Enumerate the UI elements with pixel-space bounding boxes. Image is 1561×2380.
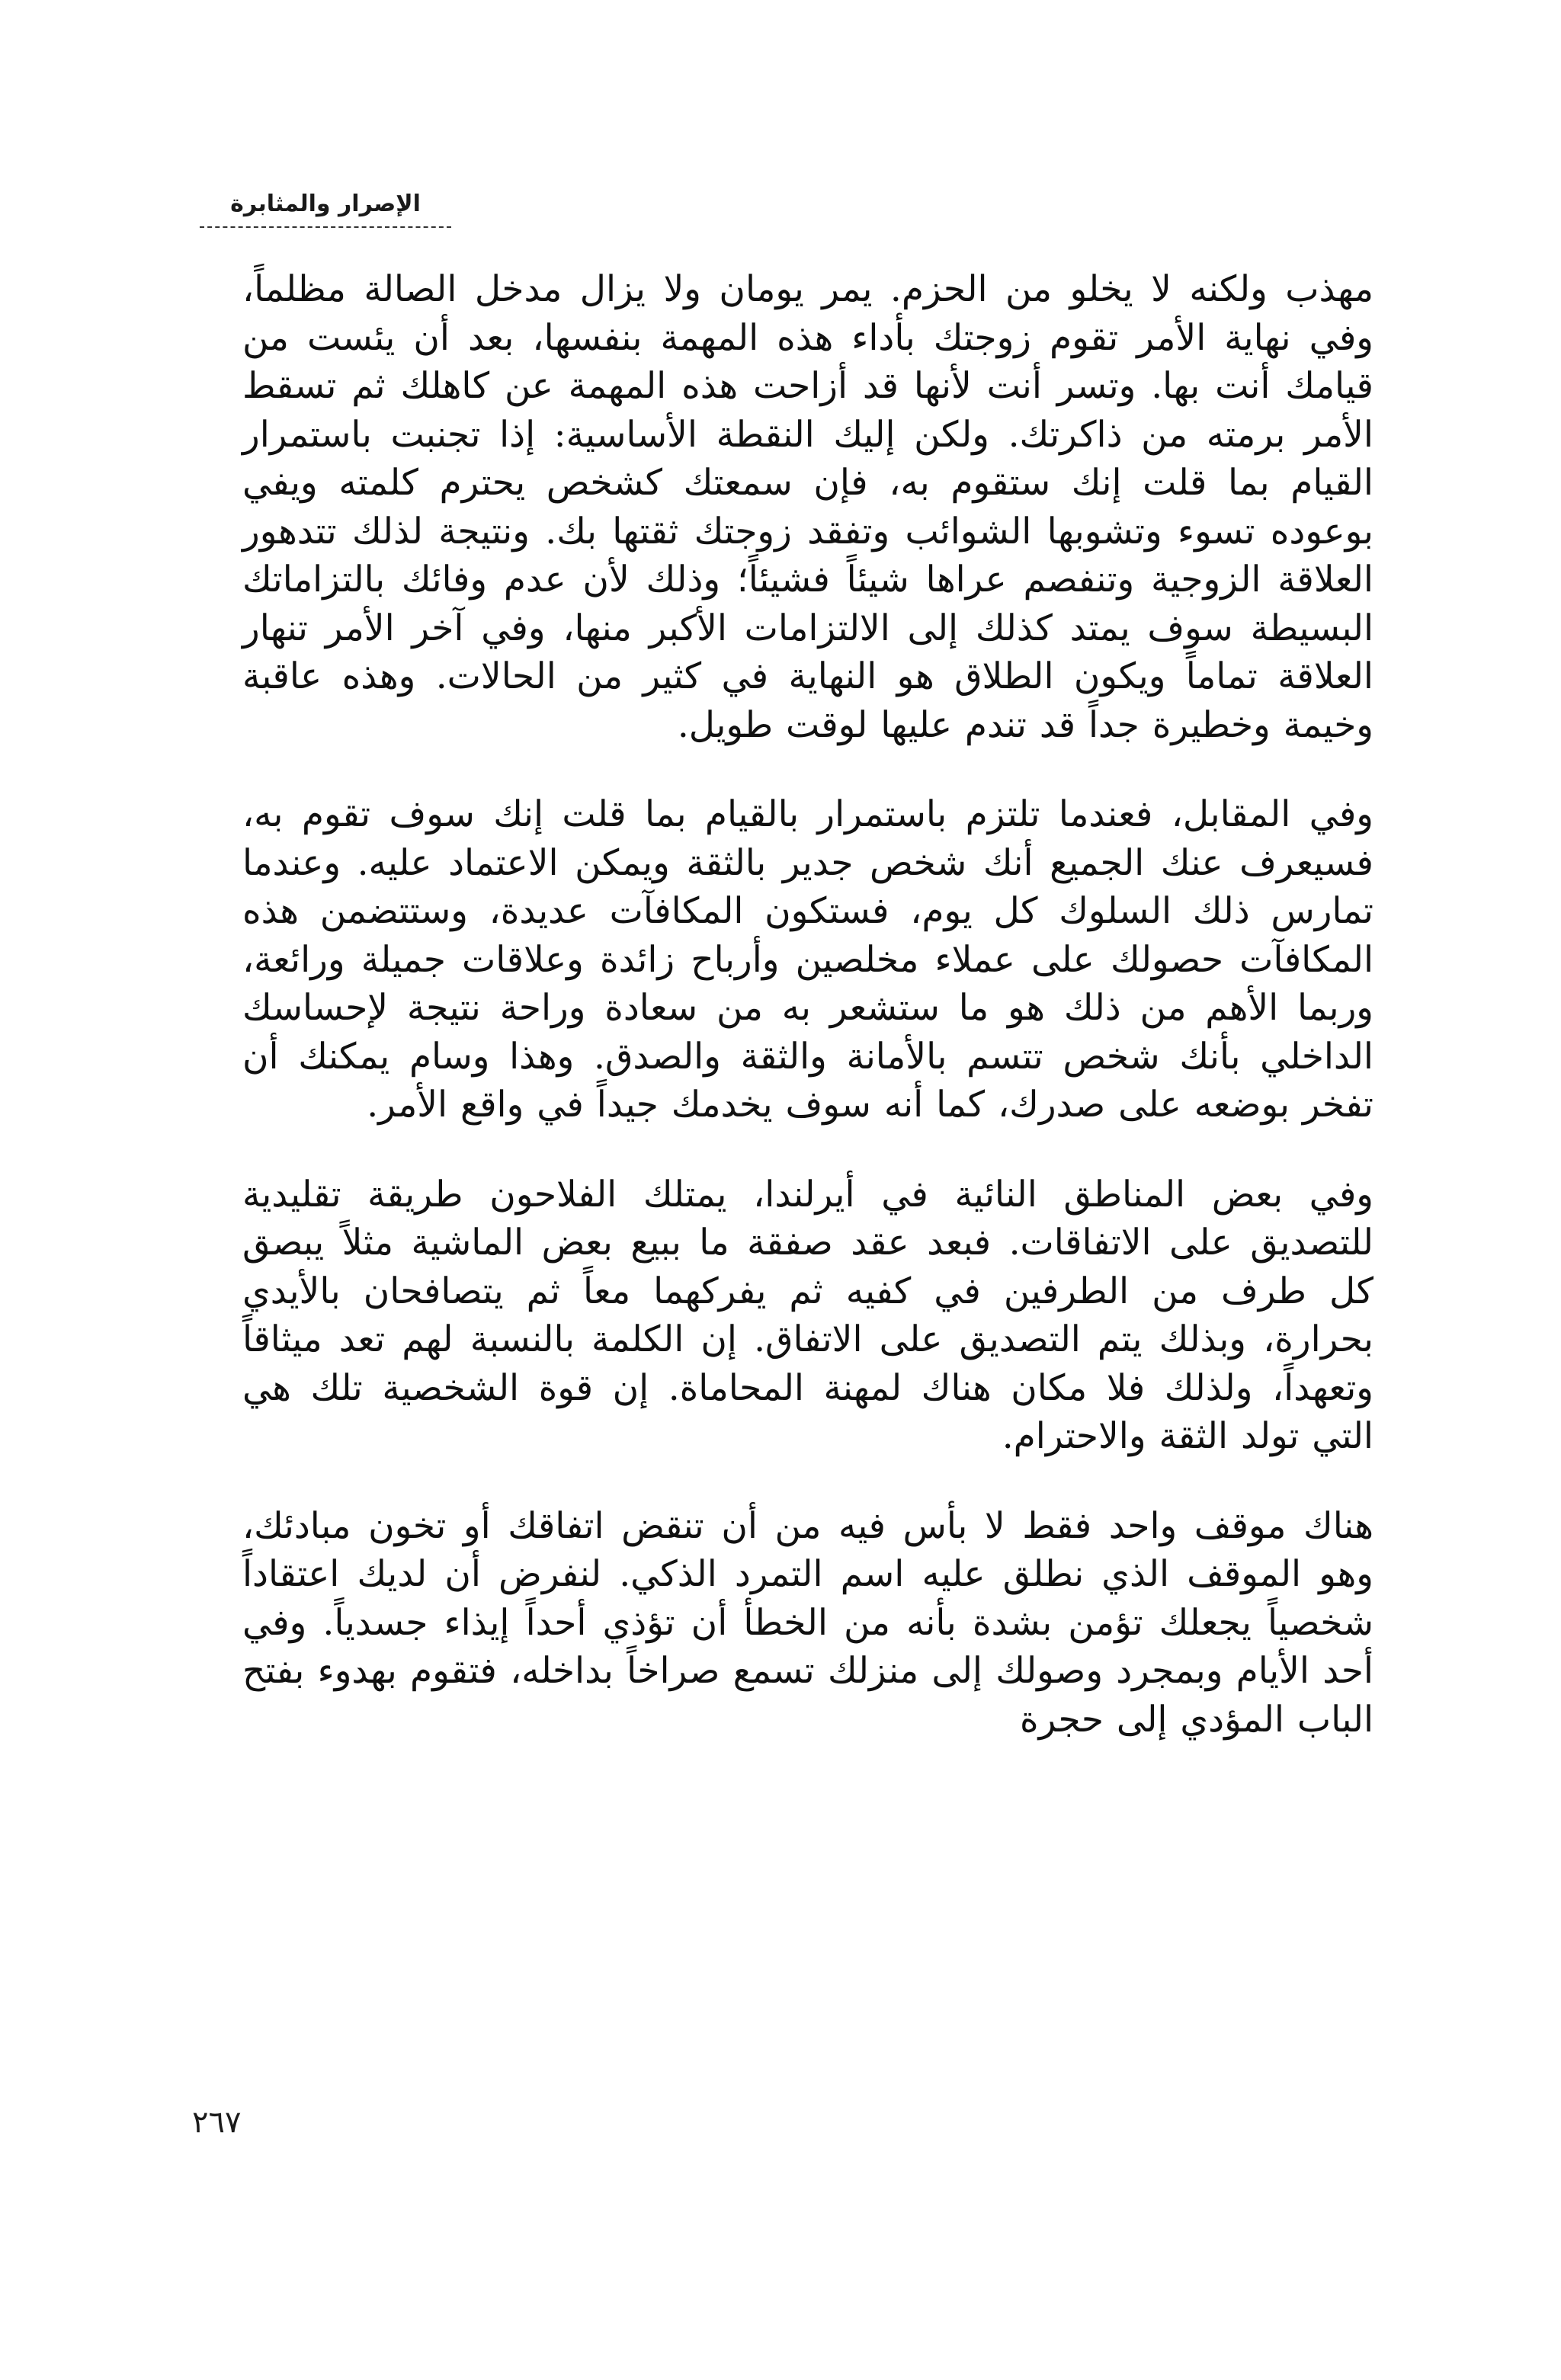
paragraph-2: وفي المقابل، فعندما تلتزم باستمرار بالقيام بما قلت إنك سوف تقوم به، فسيعرف عنك الجميع أنك شخص جدير بالثقة ويمكن الاعتماد عليه. وعندما تمارس ذلك السلوك كل يوم، فستكون المكافآت عديدة، وستتضمن هذه المكافآت حصولك على عملاء مخلصين وأرباح زائدة وعلاقات جميلة ورائعة، وربما الأهم من ذلك هو ما ستشعر به من سعادة وراحة نتيجة لإحساسك الداخلي بأنك شخص تتسم بالأمانة والثقة والصدق. وهذا وسام يمكنك أن تفخر بوضعه على صدرك، كما أنه سوف يخدمك جيداً في واقع الأمر. xyxy=(242,793,1373,1126)
paragraph-3: وفي بعض المناطق النائية في أيرلندا، يمتلك الفلاحون طريقة تقليدية للتصديق على الاتفاقات. فبعد عقد صفقة ما ببيع بعض الماشية مثلاً يبصق كل طرف من الطرفين في كفيه ثم يفركهما معاً ثم يتصافحان بالأيدي بحرارة، وبذلك يتم التصديق على الاتفاق. إن الكلمة بالنسبة لهم تعد ميثاقاً وتعهداً، ولذلك فلا مكان هناك لمهنة المحاماة. إن قوة الشخصية تلك هي التي تولد الثقة والاحترام. xyxy=(242,1173,1373,1457)
page-number: ٢٦٧ xyxy=(192,2105,242,2140)
running-header-title: الإصرار والمثابرة xyxy=(230,191,421,217)
paragraph-4: هناك موقف واحد فقط لا بأس فيه من أن تنقض اتفاقك أو تخون مبادئك، وهو الموقف الذي نطلق عليه اسم التمرد الذكي. لنفرض أن لديك اعتقاداً شخصياً يجعلك تؤمن بشدة بأنه من الخطأ أن تؤذي أحداً إيذاء جسدياً. وفي أحد الأيام وبمجرد وصولك إلى منزلك تسمع صراخاً بداخله، فتقوم بهدوء بفتح الباب المؤدي إلى حجرة xyxy=(242,1504,1373,1741)
body-text xyxy=(242,265,1373,1744)
paragraph-1: مهذب ولكنه لا يخلو من الحزم. يمر يومان ولا يزال مدخل الصالة مظلماً، وفي نهاية الأمر تقوم زوجتك بأداء هذه المهمة بنفسها، بعد أن يئست من قيامك أنت بها. وتسر أنت لأنها قد أزاحت هذه المهمة عن كاهلك ثم تسقط الأمر برمته من ذاكرتك. ولكن إليك النقطة الأساسية: إذا تجنبت باستمرار القيام بما قلت إنك ستقوم به، فإن سمعتك كشخص يحترم كلمته ويفي بوعوده تسوء وتشوبها الشوائب وتفقد زوجتك ثقتها بك. ونتيجة لذلك تتدهور العلاقة الزوجية وتنفصم عراها شيئاً فشيئاً؛ وذلك لأن عدم وفائك بالتزاماتك البسيطة سوف يمتد كذلك إلى الالتزامات الأكبر منها، وفي آخر الأمر تنهار العلاقة تماماً ويكون الطلاق هو النهاية في كثير من الحالات. وهذه عاقبة وخيمة وخطيرة جداً قد تندم عليها لوقت طويل. xyxy=(242,268,1373,746)
header-rule xyxy=(200,226,451,228)
